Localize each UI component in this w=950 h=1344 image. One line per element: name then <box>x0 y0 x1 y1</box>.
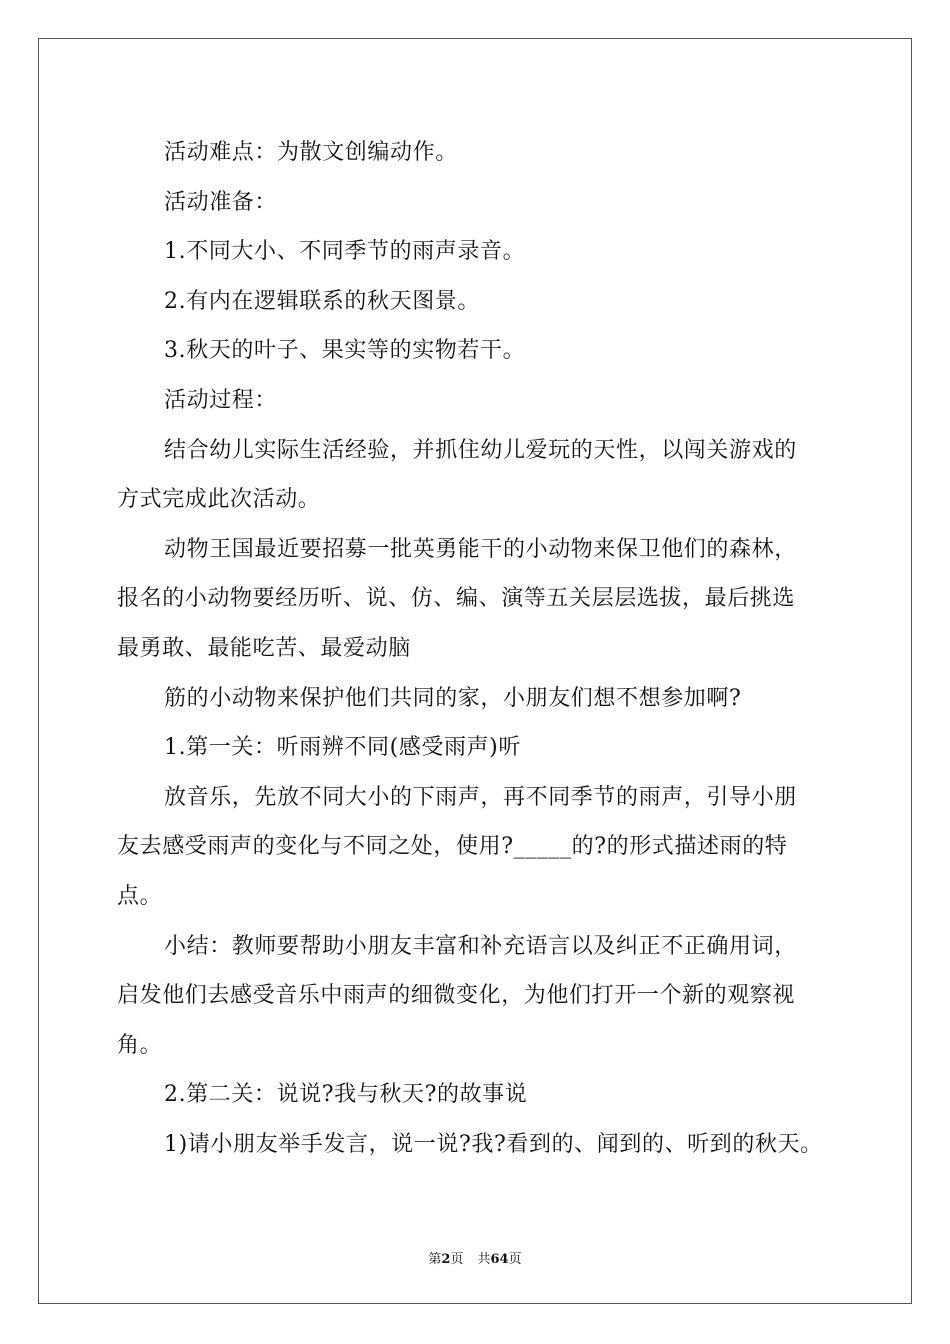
paragraph-line: 2.有内在逻辑联系的秋天图景。 <box>164 288 480 314</box>
paragraph-line: 启发他们去感受音乐中雨声的细微变化，为他们打开一个新的观察视 <box>117 983 796 1009</box>
paragraph-line: 1.不同大小、不同季节的雨声录音。 <box>164 239 526 265</box>
paragraph-line: 角。 <box>117 1032 163 1058</box>
paragraph-line: 活动过程： <box>164 387 278 413</box>
paragraph-line: 1.第一关：听雨辨不同(感受雨声)听 <box>164 735 521 761</box>
page-prefix: 第 <box>428 1252 442 1267</box>
paragraph-line: 最勇敢、最能吃苦、最爱动脑 <box>117 635 411 661</box>
total-pages: 64 <box>490 1252 509 1267</box>
paragraph-line: 友去感受雨声的变化与不同之处，使用?_____的?的形式描述雨的特 <box>117 834 788 860</box>
paragraph-line: 1)请小朋友举手发言，说一说?我?看到的、闻到的、听到的秋天。 <box>164 1131 823 1157</box>
total-suffix: 页 <box>508 1252 522 1267</box>
paragraph-line: 报名的小动物要经历听、说、仿、编、演等五关层层选拔，最后挑选 <box>117 586 796 612</box>
paragraph-line: 活动准备： <box>164 189 278 215</box>
paragraph-line: 筋的小动物来保护他们共同的家，小朋友们想不想参加啊? <box>164 685 742 711</box>
paragraph-line: 结合幼儿实际生活经验，并抓住幼儿爱玩的天性，以闯关游戏的 <box>164 437 797 463</box>
page-footer <box>0 1248 950 1267</box>
paragraph-line: 动物王国最近要招募一批英勇能干的小动物来保卫他们的森林， <box>164 536 797 562</box>
page-number: 2 <box>441 1252 451 1267</box>
total-prefix: 共 <box>477 1252 491 1267</box>
paragraph-line: 放音乐，先放不同大小的下雨声，再不同季节的雨声，引导小朋 <box>164 784 797 810</box>
paragraph-line: 方式完成此次活动。 <box>117 487 321 513</box>
document-body <box>117 128 833 1169</box>
paragraph-line: 3.秋天的叶子、果实等的实物若干。 <box>164 338 526 364</box>
page-suffix: 页 <box>450 1252 464 1267</box>
paragraph-line: 小结：教师要帮助小朋友丰富和补充语言以及纠正不正确用词， <box>164 933 797 959</box>
paragraph-line: 点。 <box>117 883 163 909</box>
paragraph-line: 活动难点：为散文创编动作。 <box>164 140 458 165</box>
paragraph-line: 2.第二关：说说?我与秋天?的故事说 <box>164 1082 528 1108</box>
